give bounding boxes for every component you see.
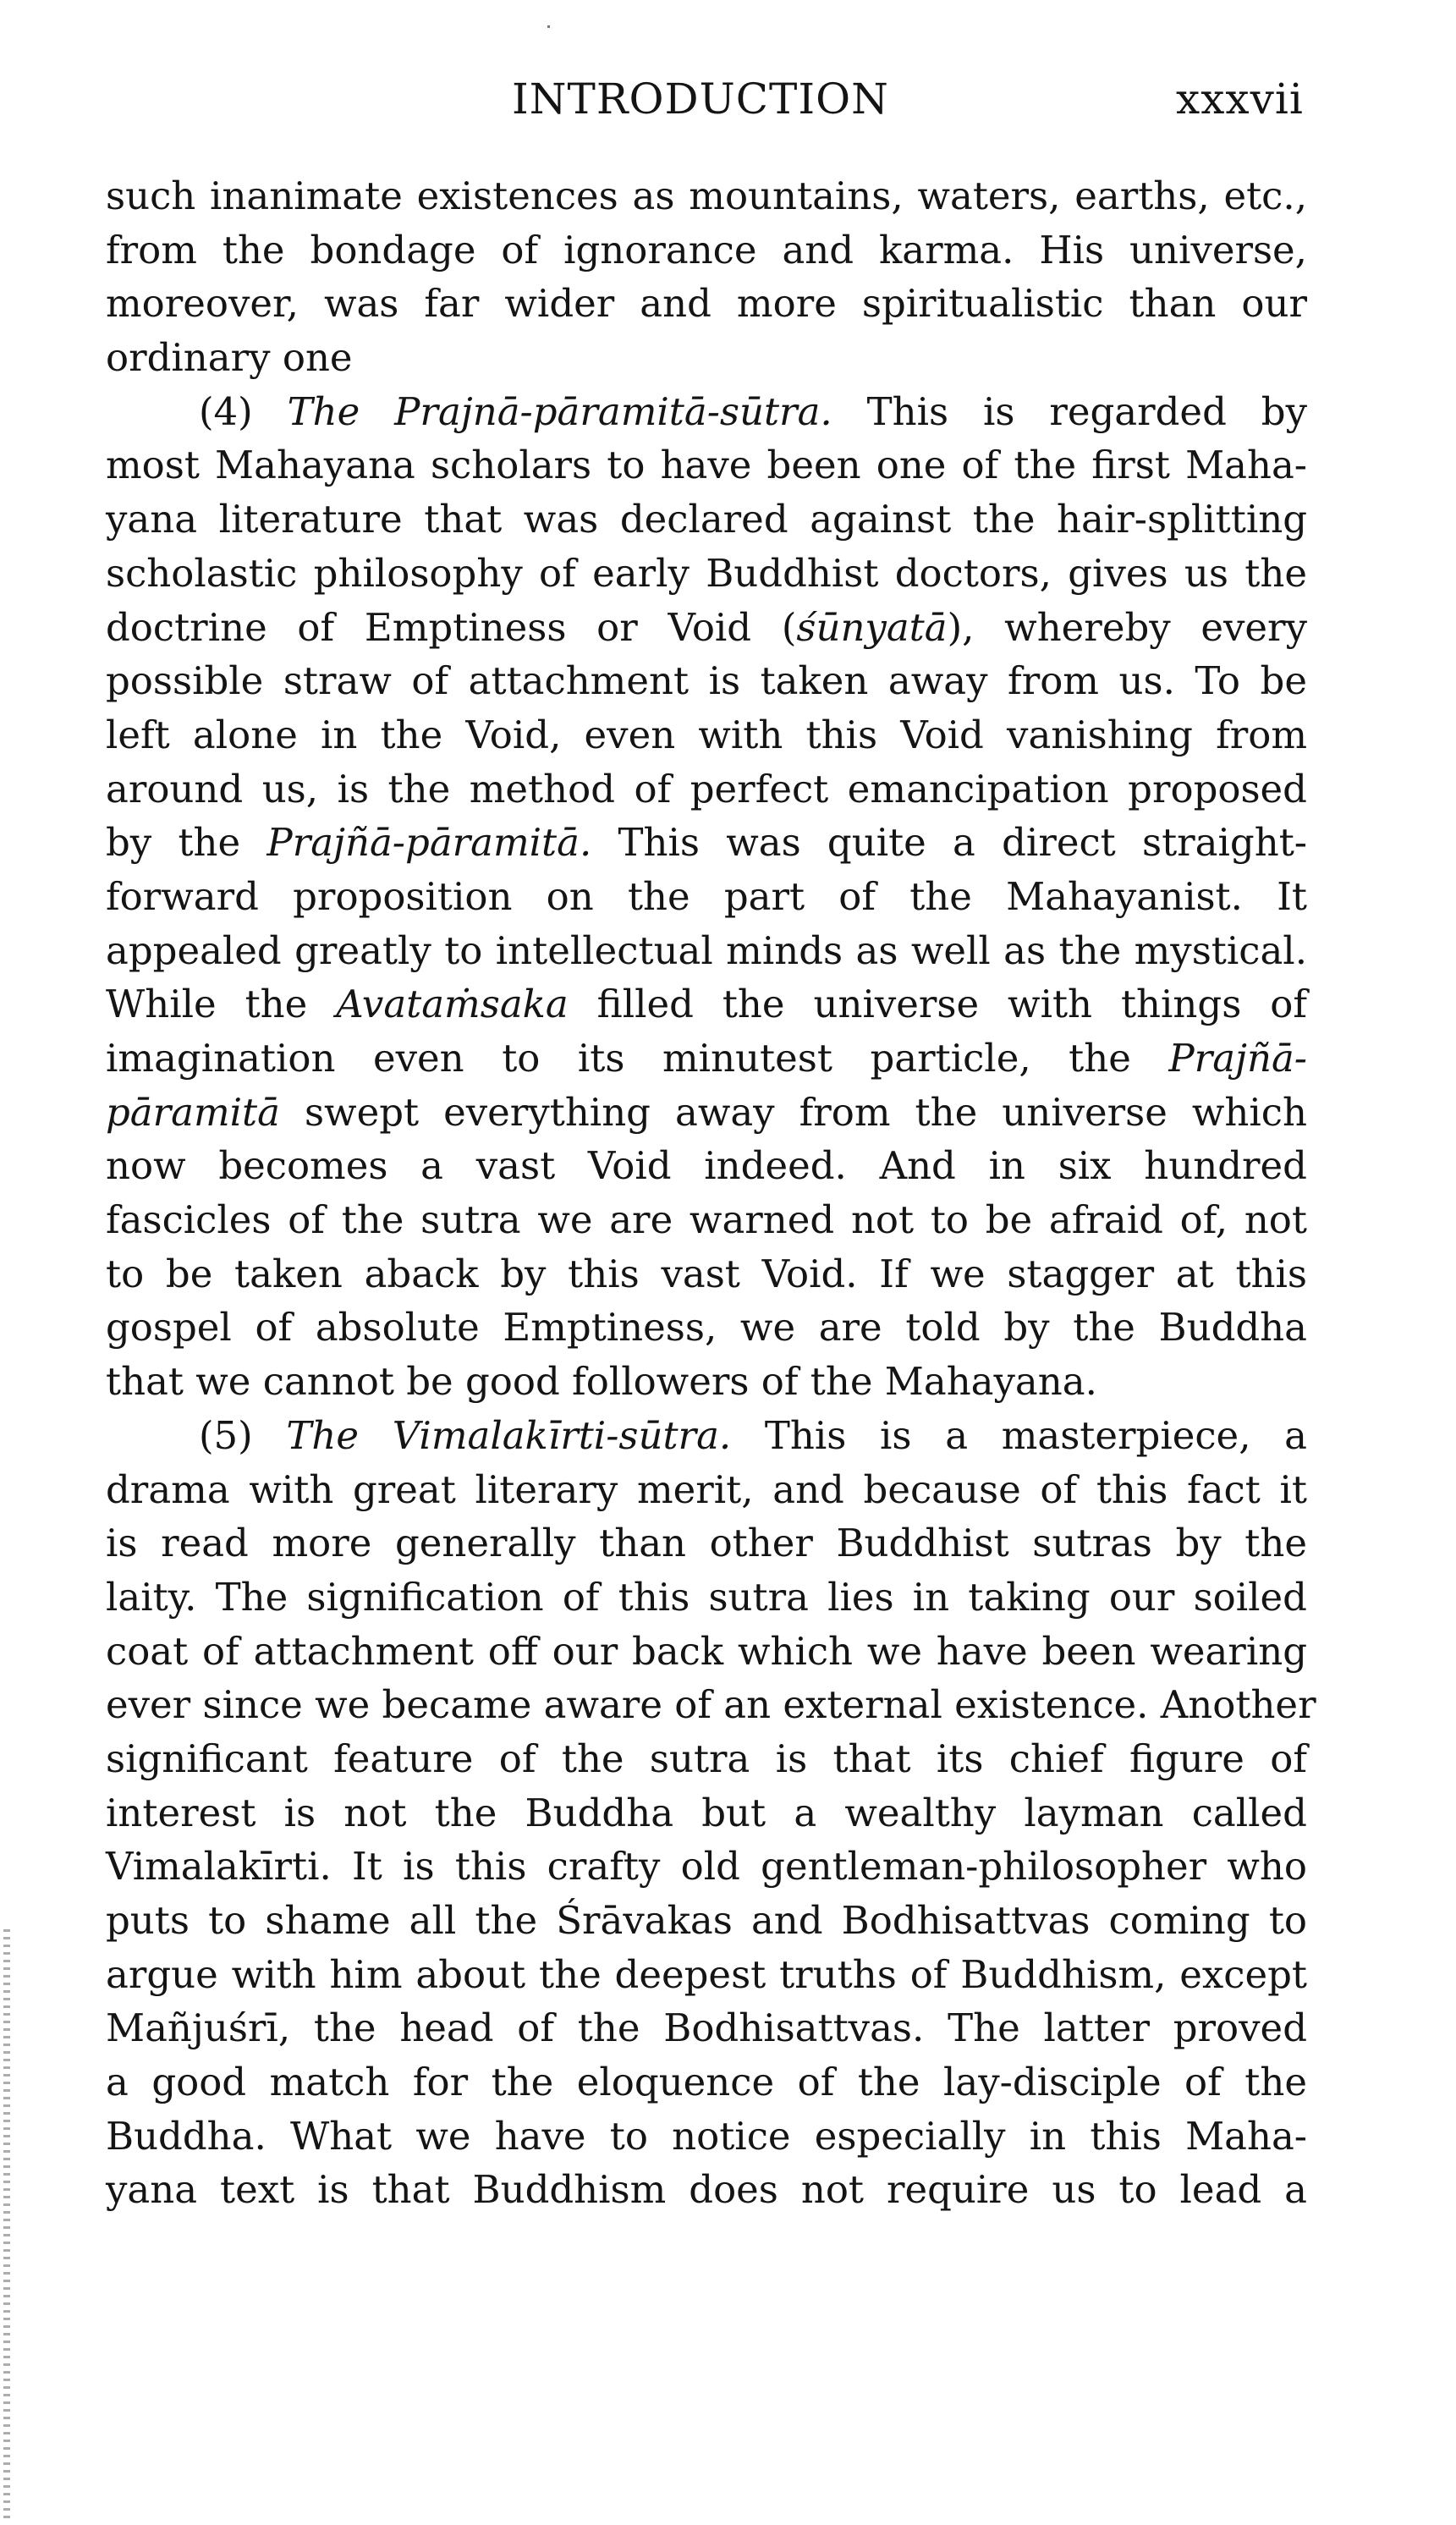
text-line: Mañjuśrī, the head of the Bodhisattvas. The latter proved	[106, 2005, 1307, 2051]
body-text	[106, 169, 1316, 2217]
text-line: is read more generally than other Buddhist sutras by the	[106, 1521, 1307, 1566]
text-line: now becomes a vast Void indeed. And in six hundred	[106, 1143, 1307, 1189]
text-line: from the bondage of ignorance and karma. His universe,	[106, 227, 1307, 272]
text-line: fascicles of the sutra we are warned not to be afraid of, not	[106, 1197, 1307, 1243]
running-title: INTRODUCTION	[512, 74, 889, 124]
text-line: yana text is that Buddhism does not require us to lead a	[106, 2167, 1307, 2213]
binding-edge-shadow	[3, 1929, 10, 2522]
text-line: doctrine of Emptiness or Void (śūnyatā), whereby every	[106, 604, 1307, 650]
text-line: gospel of absolute Emptiness, we are told by the Buddha	[106, 1305, 1307, 1351]
italic-term: śūnyatā	[796, 604, 948, 650]
text-line: interest is not the Buddha but a wealthy layman called	[106, 1790, 1307, 1835]
text-line: ordinary one	[106, 335, 353, 381]
text-line: forward proposition on the part of the Mahayanist. It	[106, 873, 1307, 919]
text-line: such inanimate existences as mountains, waters, earths, etc.,	[106, 173, 1307, 218]
text-line: argue with him about the deepest truths of Buddhism, except	[106, 1951, 1307, 1997]
text-line: laity. The signification of this sutra lies in taking our soiled	[106, 1574, 1307, 1620]
text-line: by the Prajñā-pāramitā. This was quite a direct straight-	[106, 820, 1307, 866]
text-line: While the Avataṁsaka filled the universe with things of	[106, 982, 1307, 1027]
text-line: (5) The Vimalakīrti-sūtra. This is a masterpiece, a	[199, 1412, 1307, 1458]
text-line: moreover, was far wider and more spiritualistic than our	[106, 281, 1307, 327]
text-line: (4) The Prajnā-pāramitā-sūtra. This is regarded by	[199, 388, 1307, 434]
text-line: scholastic philosophy of early Buddhist doctors, gives us the	[106, 550, 1307, 596]
text-line: drama with great literary merit, and because of this fact it	[106, 1466, 1307, 1512]
text-line: appealed greatly to intellectual minds as well as the mystical.	[106, 927, 1307, 973]
italic-term: Prajñā-pāramitā.	[266, 820, 592, 866]
text-line: imagination even to its minutest particle, the Prajñā-	[106, 1036, 1307, 1081]
italic-term: pāramitā	[106, 1089, 280, 1135]
text-line: to be taken aback by this vast Void. If we stagger at this	[106, 1251, 1307, 1296]
print-speck	[547, 25, 550, 28]
text-line: a good match for the eloquence of the lay-disciple of the	[106, 2060, 1307, 2105]
text-line: around us, is the method of perfect emancipation proposed	[106, 766, 1307, 811]
text-line: left alone in the Void, even with this Void vanishing from	[106, 712, 1307, 757]
italic-term: Prajñā-	[1168, 1036, 1307, 1081]
text-line: yana literature that was declared against the hair-splitting	[106, 497, 1307, 542]
text-line: puts to shame all the Śrāvakas and Bodhisattvas coming to	[106, 1898, 1307, 1943]
text-line: possible straw of attachment is taken away from us. To be	[106, 658, 1307, 704]
text-line: significant feature of the sutra is that its chief figure of	[106, 1736, 1307, 1781]
text-line: Buddha. What we have to notice especially in this Maha-	[106, 2113, 1307, 2159]
page-number: xxxvii	[1176, 74, 1304, 124]
running-head	[0, 69, 1456, 129]
text-line: most Mahayana scholars to have been one of the first Maha-	[106, 443, 1307, 488]
text-line: ever since we became aware of an external existence. Another	[106, 1682, 1316, 1728]
text-line: pāramitā swept everything away from the universe which	[106, 1089, 1307, 1135]
italic-term: The Prajnā-pāramitā-sūtra.	[287, 388, 832, 434]
italic-term: The Vimalakīrti-sūtra.	[286, 1412, 732, 1458]
text-line: that we cannot be good followers of the Mahayana.	[106, 1359, 1097, 1405]
text-line: Vimalakīrti. It is this crafty old gentleman-philosopher who	[106, 1844, 1307, 1890]
italic-term: Avataṁsaka	[336, 982, 569, 1027]
text-line: coat of attachment off our back which we have been wearing	[106, 1628, 1307, 1674]
